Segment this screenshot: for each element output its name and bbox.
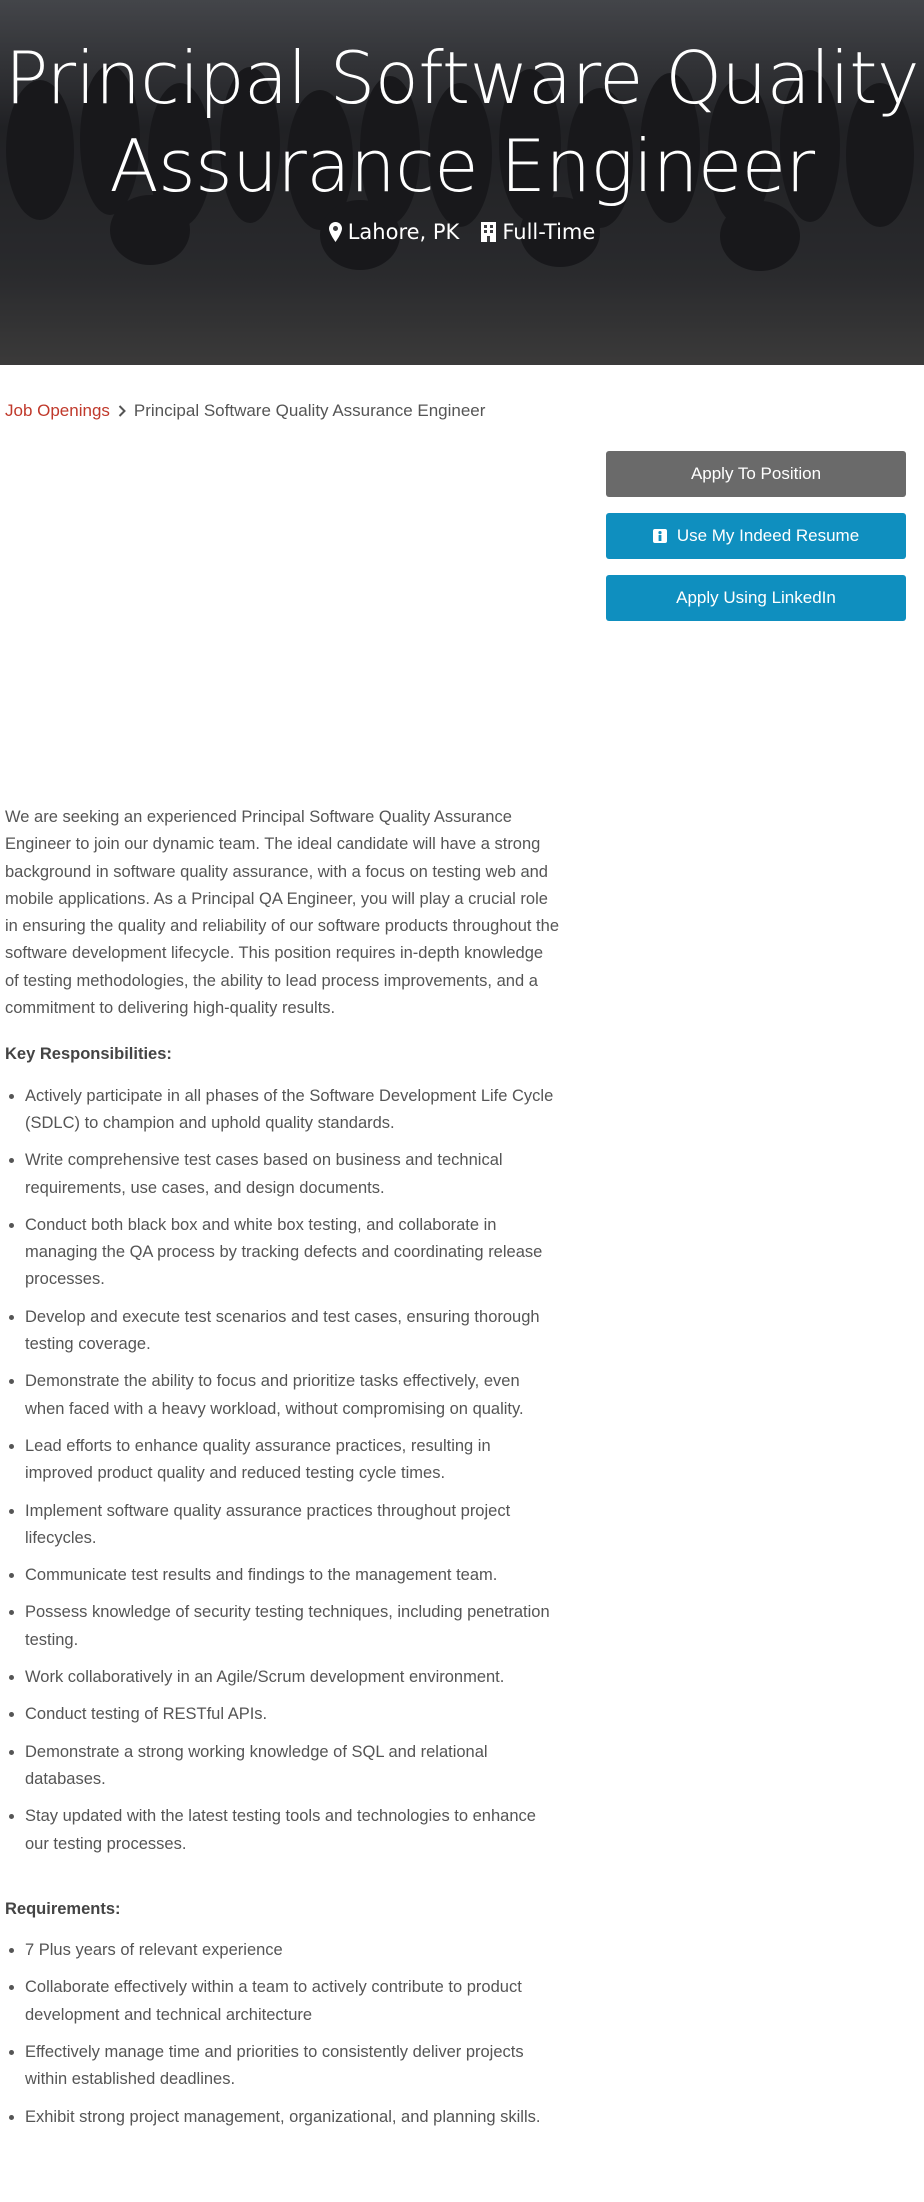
- list-item: • Collaborate effectively within a team to actively contribute to product development and technical architecture: [25, 1974, 560, 2029]
- list-item: • Actively participate in all phases of the Software Development Life Cycle (SDLC) to champion and uphold quality standards.: [25, 1083, 560, 1138]
- list-item: • Stay updated with the latest testing tools and technologies to enhance our testing processes.: [25, 1803, 560, 1858]
- apply-to-position-label: Apply To Position: [690, 464, 822, 483]
- job-location: [329, 220, 460, 244]
- list-item: • Conduct both black box and white box testing, and collaborate in managing the QA process by tracking defects and coordinating release processes.: [25, 1212, 560, 1294]
- list-item: • Communicate test results and findings to the management team.: [25, 1562, 560, 1589]
- hero-banner: [0, 0, 924, 365]
- list-item: • Demonstrate the ability to focus and prioritize tasks effectively, even when faced with a heavy workload, without compromising on quality.: [25, 1368, 560, 1423]
- list-item: • Write comprehensive test cases based on business and technical requirements, use cases, and design documents.: [25, 1147, 560, 1202]
- apply-linkedin-button[interactable]: [606, 575, 906, 621]
- breadcrumb: [5, 401, 485, 421]
- apply-to-position-button[interactable]: [606, 451, 906, 497]
- page-title-line-1: Principal Software Quality: [4, 36, 920, 120]
- list-item: • Exhibit strong project management, organizational, and planning skills.: [25, 2104, 560, 2131]
- job-location-text: Lahore, PK: [347, 220, 460, 244]
- apply-actions: [606, 451, 906, 637]
- breadcrumb-job-openings-link[interactable]: Job Openings: [5, 401, 110, 420]
- breadcrumb-current: Principal Software Quality Assurance Engineer: [133, 401, 486, 420]
- map-pin-icon: [329, 222, 342, 242]
- list-item: • Conduct testing of RESTful APIs.: [25, 1701, 560, 1728]
- list-item: • Develop and execute test scenarios and test cases, ensuring thorough testing coverage.: [25, 1304, 560, 1359]
- page-title-line-2: Assurance Engineer: [109, 124, 815, 208]
- list-item: • Possess knowledge of security testing techniques, including penetration testing.: [25, 1599, 560, 1654]
- page-title: [0, 34, 924, 210]
- requirements-list: [5, 1937, 560, 2131]
- indeed-icon: [653, 529, 667, 543]
- list-item: • Demonstrate a strong working knowledge of SQL and relational databases.: [25, 1739, 560, 1794]
- job-type: [481, 220, 595, 244]
- indeed-resume-button[interactable]: [606, 513, 906, 559]
- job-intro: We are seeking an experienced Principal Software Quality Assurance Engineer to join our dynamic team. The ideal candidate will have a strong background in software quality assurance, with a focus on testing web and mobile applications. As a Principal QA Engineer, you will play a crucial role in ensuring the quality and reliability of our software products throughout the software development lifecycle. This position requires in-depth knowledge of testing methodologies, the ability to lead process improvements, and a commitment to delivering high-quality results.: [5, 808, 559, 1018]
- list-item: • Work collaboratively in an Agile/Scrum development environment.: [25, 1664, 560, 1691]
- responsibilities-list: [5, 1083, 560, 1858]
- apply-linkedin-label: Apply Using LinkedIn: [676, 588, 836, 607]
- job-type-text: Full-Time: [502, 220, 596, 244]
- list-item: • Lead efforts to enhance quality assurance practices, resulting in improved product quality and reduced testing cycle times.: [25, 1433, 560, 1488]
- responsibilities-heading: Key Responsibilities:: [5, 1045, 172, 1064]
- job-description: [5, 804, 560, 2141]
- chevron-right-icon: [118, 405, 126, 417]
- job-meta: [0, 220, 924, 244]
- building-icon: [481, 222, 496, 242]
- indeed-resume-label: Use My Indeed Resume: [676, 526, 860, 545]
- requirements-heading: Requirements:: [5, 1899, 121, 1918]
- list-item: • Implement software quality assurance practices throughout project lifecycles.: [25, 1498, 560, 1553]
- list-item: • Effectively manage time and priorities to consistently deliver projects within established deadlines.: [25, 2039, 560, 2094]
- list-item: • 7 Plus years of relevant experience: [25, 1937, 560, 1964]
